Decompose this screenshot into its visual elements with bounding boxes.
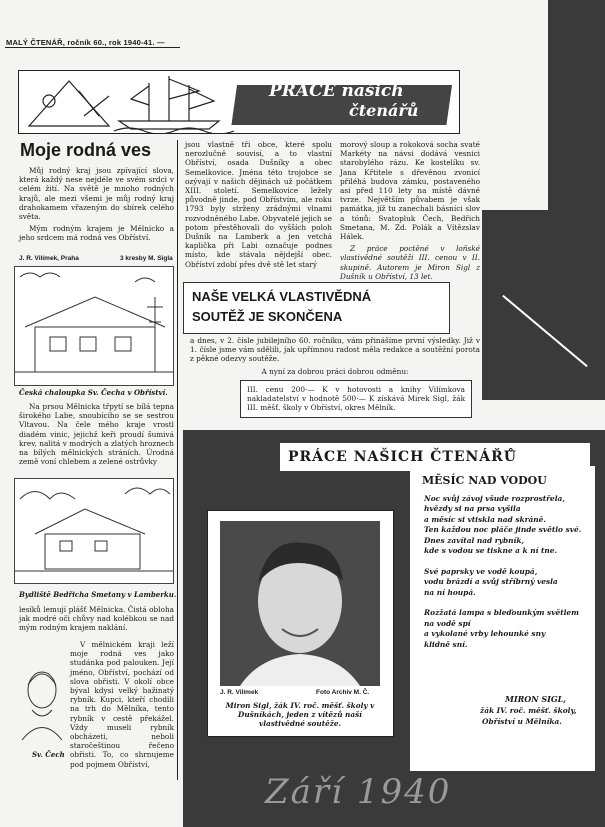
contest-title-line1: NAŠE VELKÁ VLASTIVĚDNÁ (192, 289, 372, 304)
poem-text (424, 494, 592, 650)
poem-line: a vykolané vrby lehounké sny (424, 629, 546, 639)
prize-text: III. cenu 200·— K v hotovosti a knihy Vilímkova nakladatelství v hodnotě 500·— K získává Mirek Sigl, žák III. měšť. školy v Obříství, okres Mělník. (247, 385, 465, 413)
publisher-credit: J. R. Vilímek, Praha (19, 255, 79, 262)
lead-paragraph-2: Mým rodným krajem je Mělnicko a jeho srdcem má rodná ves Obříství. (19, 224, 174, 243)
photo-card (207, 510, 394, 737)
poem-line: Ten každou noc pláče jinde světlo své. (424, 525, 582, 535)
middle-paragraph: jsou vlastně tři obce, které spolu nerozlučně souvisí, a to vlastní Obříství, osada Dušníky a obec Semelkovice. Jména této trojobce se ozývají v našich dějinách už počátkem XIII. století. Semelkovice ležely původně jinde, pod Obřístvím, ale roku 1793 byly strženy zrádnými vlnami rozvodněného Labe. Obyvatelé jejich se potom přestěhovali do vyšších poloh Dušník na Lamberk a jen vetchá kaplička při Labi označuje podnes místo, kde stávala nějdejší obec. Obříství zdobí přes dvě stě let starý (185, 140, 332, 269)
cottage-sketch (14, 266, 174, 386)
middle-column (185, 140, 332, 272)
poem-line: na vodě spí (424, 618, 471, 628)
portrait-sketch-icon (14, 655, 69, 745)
cottage-sketch-icon (15, 267, 173, 385)
banner-subtitle: čtenářů (349, 101, 419, 120)
poem-signature-town: Obříství u Mělníka. (482, 717, 562, 726)
section-banner (18, 70, 460, 134)
drawings-credit: 3 kresby M. Sigla (120, 255, 173, 262)
poem-signature: MIRON SIGL, (505, 694, 567, 704)
portrait-photo (220, 521, 380, 686)
poem-card (410, 466, 595, 771)
column-divider (177, 140, 178, 780)
magazine-header: MALÝ ČTENÁŘ, ročník 60., rok 1940-41. — (6, 38, 165, 47)
prize-box (240, 380, 472, 418)
left-paragraph-3: V mělnickém kraji leží moje rodná ves jako studánka pod palouken. Její jméno, Obříství, pochází od slova obřisti. V okolí obce býval kdysi velký bažinatý rybník. Kupci, kteří chodili na trh do Mělníka, tento rybník v cestě překážel. Vždy museli rybník obcházeti, neboli staročeštinou řečeno obřisti. To, co shrnujeme pod pojmem Obříství, (70, 640, 174, 769)
poem-line: kde s vodou se tiskne a k ní tne. (424, 546, 558, 556)
poem-line (424, 598, 592, 608)
boy-portrait-icon (220, 521, 380, 686)
left-column-text-3 (70, 640, 174, 772)
cech-portrait-sketch (14, 655, 69, 745)
poem-line: a měsíc si vtiskla nad skráně. (424, 514, 546, 524)
caption-cottage: Česká chaloupka Sv. Čecha v Obříství. (19, 388, 168, 397)
contest-reward-line: A nyní za dobrou práci dobrou odměnu: (261, 366, 409, 376)
contest-paragraph: a dnes, v 2. čísle jubilejního 60. ročníku, vám přinášíme první výsledky. Již v 1. čísle jsme vám sdělili, jak upřímnou radost měla redakce a soutěžní porota z pěkné odezvy soutěže. (190, 336, 480, 364)
contest-text (190, 336, 480, 379)
header-rule (5, 47, 180, 48)
poem-line: Své paprsky ve vodě koupá, (424, 566, 538, 576)
contest-title-line2: SOUTĚŽ JE SKONČENA (192, 309, 343, 324)
poem-line: na ní houpá. (424, 587, 476, 597)
handwritten-date: Září 1940 (265, 772, 452, 812)
poem-line: Noc svůj závoj všude rozprostřela, (424, 494, 565, 503)
article-title: Moje rodná ves (20, 140, 152, 160)
dark-background (548, 0, 605, 210)
house-trees-sketch-icon (15, 479, 173, 583)
photo-credit-left: J. R. Vilímek (220, 689, 259, 696)
caption-smetana: Bydliště Bedřicha Smetany v Lamberku. (19, 590, 177, 599)
smetana-house-sketch (14, 478, 174, 584)
left-paragraph-2: lesíků lemují plášť Mělnicka. Čistá obloha jak modré oči chůvy nad kolébkou se nad mým rodným krajem naklání. (19, 605, 174, 633)
poem-line (424, 556, 592, 566)
photo-caption: Miron Sigl, žák IV. roč. měšť. školy v Dušníkách, jeden z vítězů naší vlastivědné soutěže. (225, 701, 375, 728)
left-column-text (19, 402, 174, 469)
poem-line: Rozžatá lampa s bleďounkým světlem (424, 608, 579, 618)
right-paragraph: morový sloup a rokoková socha svaté Markéty na návsi dodává vesnici starobylého rázu. Ke kostelíku sv. Jana Křtitele s dřevěnou zvonicí přiléhá budova zámku, postaveného asi před 110 lety na místě dávné tvrze. Největším půvabem je však památka, jíž tu zanechali básníci slov a tónů: Svatopluk Čech, Bedřich Smetana, M. Zd. Polák a Vítězslav Hálek. (340, 140, 480, 242)
poem-line: hvězdy si na prsa vyšila (424, 504, 521, 514)
poem-line: Dnes zavítal nad rybník, (424, 535, 525, 545)
readers-banner-title: PRÁCE NAŠICH ČTENÁŘŮ (288, 449, 518, 465)
left-paragraph-1: Na prsou Mělnicka třpytí se bílá tepna širokého Labe, snoubícího se se sestrou Vltavou. Na čele mého kraje vrostl diadém vinic, jejichž keři proudí šumivá krev, nalitá v modrých a zlatých hroznech na bílých mělnických stráních. Úrodná země voní chlebem a zelené ostrůvky (19, 402, 174, 467)
poem-line: klidně sní. (424, 639, 468, 649)
article-lead (19, 166, 174, 246)
right-column (340, 140, 480, 284)
poem-title: MĚSÍC NAD VODOU (422, 474, 547, 487)
poem-line: vodu brázdí a svůj stříbrný vesla (424, 577, 558, 587)
article-note: Z práce poctěné v loňské vlastivědné soutěži III. cenou v II. skupině. Autorem je Miron Sigl z Dušník u Obříství, 13 let. (340, 244, 480, 281)
poem-signature-school: žák IV. roč. měšť. školy, (480, 706, 577, 715)
banner-title: PRÁCE našich (269, 81, 404, 101)
left-column-text-2 (19, 605, 174, 636)
dark-panel (482, 210, 605, 400)
caption-cech: Sv. Čech (32, 750, 65, 759)
contest-title-box (183, 282, 450, 334)
lead-paragraph: Můj rodný kraj jsou zpívající slova, která každý nese nejdéle ve svém srdci v celém žití. Na světě je mnoho rodných krajů, ale mezi všemi je můj rodný kraj drahokamem vřazeným do sbírek celého světa. (19, 166, 174, 222)
photo-credit-right: Foto Archiv M. Č. (316, 689, 370, 696)
